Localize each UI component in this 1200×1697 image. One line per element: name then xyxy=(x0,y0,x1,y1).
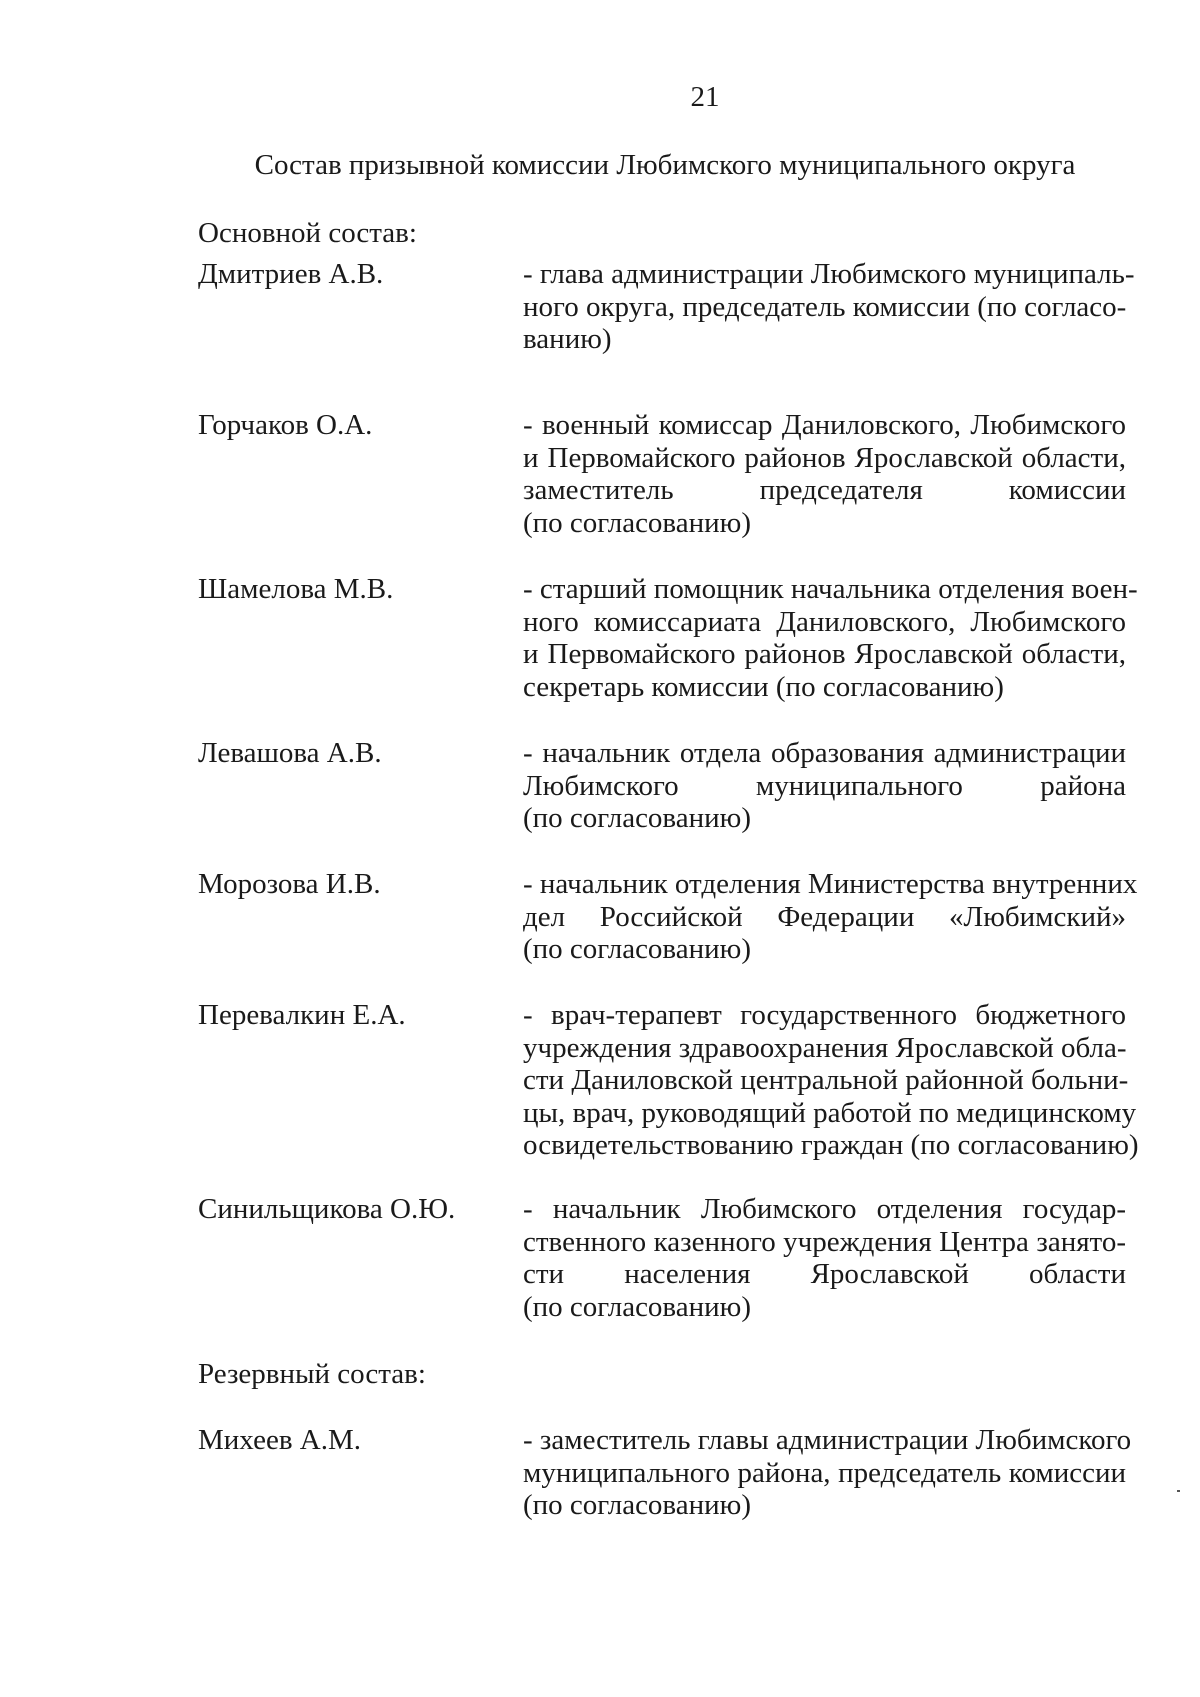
member-name: Левашова А.В. xyxy=(198,737,382,769)
role-line: секретарь комиссии (по согласованию) xyxy=(523,670,1004,703)
member-role xyxy=(523,999,1139,1162)
main-composition-heading: Основной состав: xyxy=(198,217,417,249)
role-line: - начальник отделения Министерства внутренних xyxy=(523,868,1138,900)
member-role xyxy=(523,258,1135,356)
member-role xyxy=(523,868,1138,966)
role-line: муниципального района, председатель комиссии xyxy=(523,1456,1126,1489)
role-line: (по согласованию) xyxy=(523,506,751,539)
document-title: Состав призывной комиссии Любимского муниципального округа xyxy=(254,149,1076,181)
role-line: учреждения здравоохранения Ярославской обла- xyxy=(523,1031,1127,1064)
role-line: - начальник отдела образования администрации xyxy=(523,737,1126,769)
role-line: - глава администрации Любимского муниципаль- xyxy=(523,258,1135,290)
role-line: - врач-терапевт государственного бюджетного xyxy=(523,999,1126,1031)
member-name: Михеев А.М. xyxy=(198,1424,361,1456)
scan-artifact xyxy=(1177,1490,1180,1492)
role-line: - военный комиссар Даниловского, Любимского xyxy=(523,409,1126,441)
role-line: Любимского муниципального района xyxy=(523,769,1126,802)
role-line: освидетельствованию граждан (по согласованию) xyxy=(523,1129,1139,1161)
member-role xyxy=(523,737,1126,835)
role-line: (по согласованию) xyxy=(523,802,751,834)
role-line: цы, врач, руководящий работой по медицинскому xyxy=(523,1096,1137,1129)
role-line: заместитель председателя комиссии xyxy=(523,474,1126,506)
role-line: (по согласованию) xyxy=(523,1290,751,1323)
member-role xyxy=(523,573,1138,703)
role-line: - начальник Любимского отделения государ- xyxy=(523,1193,1126,1225)
member-role xyxy=(523,409,1126,539)
member-name: Морозова И.В. xyxy=(198,868,381,900)
role-line: и Первомайского районов Ярославской области, xyxy=(523,638,1126,670)
role-line: ного комиссариата Даниловского, Любимского xyxy=(523,605,1126,638)
role-line: ванию) xyxy=(523,323,612,355)
role-line: - заместитель главы администрации Любимского xyxy=(523,1424,1132,1456)
role-line: дел Российской Федерации «Любимский» xyxy=(523,900,1126,933)
member-role xyxy=(523,1424,1132,1522)
role-line: ного округа, председатель комиссии (по согласо- xyxy=(523,290,1127,323)
member-name: Шамелова М.В. xyxy=(198,573,394,605)
member-name: Горчаков О.А. xyxy=(198,409,373,441)
role-line: (по согласованию) xyxy=(523,1489,751,1521)
role-line: и Первомайского районов Ярославской области, xyxy=(523,441,1126,474)
role-line: ственного казенного учреждения Центра занято- xyxy=(523,1225,1126,1258)
member-role xyxy=(523,1193,1126,1323)
member-name: Перевалкин Е.А. xyxy=(198,999,406,1031)
role-line: - старший помощник начальника отделения воен- xyxy=(523,573,1138,605)
role-line: (по согласованию) xyxy=(523,933,751,965)
role-line: сти Даниловской центральной районной больни- xyxy=(523,1064,1129,1096)
member-name: Дмитриев А.В. xyxy=(198,258,384,290)
member-name: Синильщикова О.Ю. xyxy=(198,1193,456,1225)
role-line: сти населения Ярославской области xyxy=(523,1258,1126,1290)
reserve-composition-heading: Резервный состав: xyxy=(198,1358,426,1390)
page-number: 21 xyxy=(690,81,720,113)
